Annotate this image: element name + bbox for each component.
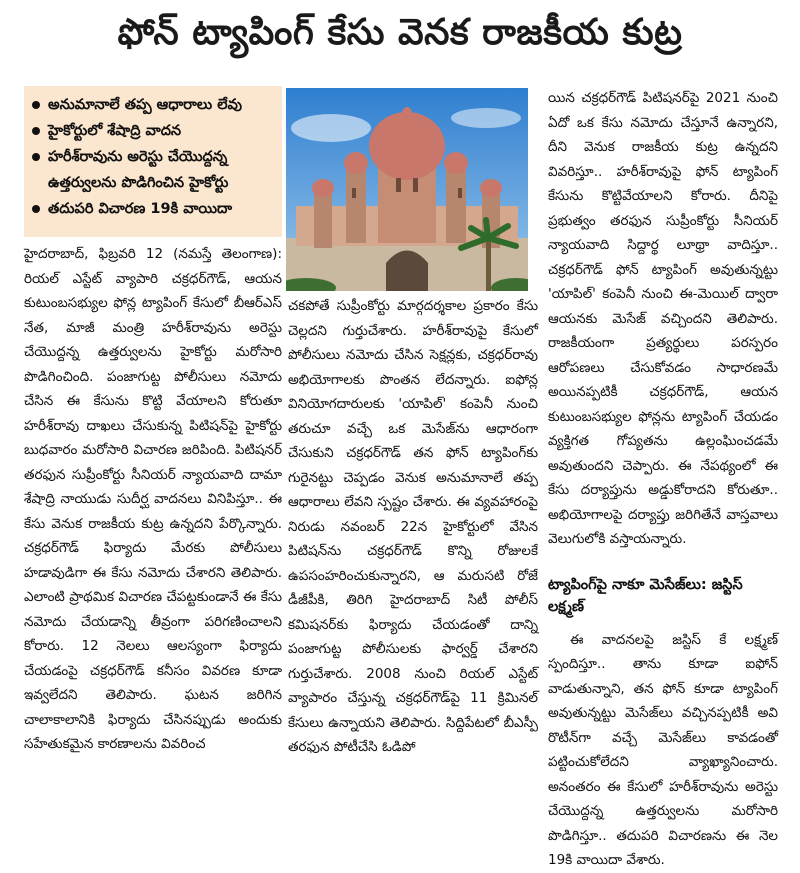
subheading: ట్యాపింగ్‌పై నాకూ మెసేజ్‌లు: జస్టిస్ లక్ష్మణ్ [548,576,743,615]
highlight-item [32,92,276,118]
highlight-text: అనుమానాలే తప్ప ఆధారాలు లేవు [48,97,242,113]
highlight-text: హైకోర్టులో శేషాద్రి వాదన [48,123,182,139]
body-text: చకపోతే సుప్రీంకోర్టు మార్గదర్శకాల ప్రకారం కేసు చెల్లదని గుర్తుచేశారు. హరీశ్‌రావుపై కేసులో పోలీసులు నమోదు చేసిన సెక్షన్లకు, చక్రధర్‌రావు అభియోగాలకు పొంతన లేదన్నారు. ఐఫోన్ల వినియోగదారులకు 'యాపిల్' కంపెనీ నుంచి తరుచూ వచ్చే ఒక మెసేజ్‌ను ఆధారంగా చేసుకుని చక్రధర్‌గౌడ్ తన ఫోన్ ట్యాపింగ్‌కు గురైనట్టు చెప్పడం వెనుక అనుమానాలే తప్ప ఆధారాలు లేవని స్పష్టం చేశారు. ఈ వ్యవహారంపై నిరుడు నవంబర్ 22న హైకోర్టులో వేసిన పిటిషన్‌ను చక్రధర్‌గౌడ్ కొన్ని రోజులకే ఉపసంహరించుకున్నారని, ఆ మరుసటి రోజే డీజీపీకి, తిరిగి హైదరాబాద్ సిటీ పోలీస్ కమిషనర్‌కు ఫిర్యాదు చేయడంతో దాన్ని పంజాగుట్ట పోలీసులకు ఫార్వర్డ్ చేశారని గుర్తుచేశారు. 2008 నుంచి రియల్ ఎస్టేట్ వ్యాపారం చేస్తున్న చక్రధర్‌గౌడ్‌పై 11 క్రిమినల్ కేసులు ఉన్నాయని తెలిపారు. సిద్దిపేటలో బీఎస్పీ తరఫున పోటీచేసి ఓడిపో [288,298,538,755]
article-column-1 [24,242,282,757]
bullet-icon [32,101,40,109]
body-text: హైదరాబాద్, ఫిబ్రవరి 12 (నమస్తే తెలంగాణ): రియల్ ఎస్టేట్ వ్యాపారి చక్రధర్‌గౌడ్, ఆయన కుటుంబసభ్యుల ఫోన్ల ట్యాపింగ్ కేసులో బీఆర్‌ఎస్ నేత, మాజీ మంత్రి హరీశ్‌రావును అరెస్టు చేయొద్దన్న ఉత్తర్వులను హైకోర్టు మరోసారి పొడిగించింది. పంజాగుట్ట పోలీసులు నమోదు చేసిన ఈ కేసును కొట్టి వేయాలని కోరుతూ హరీశ్‌రావు దాఖలు చేసుకున్న పిటిషన్‌పై హైకోర్టు బుధవారం మరోసారి విచారణ జరిపింది. పిటిషనర్ తరఫున సుప్రీంకోర్టు సీనియర్ న్యాయవాది దామా శేషాద్రి నాయుడు సుదీర్ఘ వాదనలు వినిపిస్తూ.. ఈ కేసు వెనుక రాజకీయ కుట్ర ఉన్నదని పేర్కొన్నారు. చక్రధర్‌గౌడ్ ఫిర్యాదు మేరకు పోలీసులు హడావుడిగా ఈ కేసు నమోదు చేశారని తెలిపారు. ఎలాంటి ప్రాథమిక విచారణ చేపట్టకుండానే ఈ కేసు నమోదు చేయడాన్ని తీవ్రంగా పరిగణించాలని కోరారు. 12 నెలలు ఆలస్యంగా ఫిర్యాదు చేయడంపై చక్రధర్‌గౌడ్ కనీసం వివరణ కూడా ఇవ్వలేదని తెలిపారు. ఘటన జరిగిన చాలాకాలానికి ఫిర్యాదు చేసినప్పుడు అందుకు సహేతుకమైన కారణాలను వివరించ [24,246,282,752]
bullet-icon [32,127,40,135]
bullet-icon [32,153,40,161]
high-court-illustration [286,88,528,291]
body-text: యిన చక్రధర్‌గౌడ్ పిటిషనర్‌పై 2021 నుంచి ఏదో ఒక కేసు నమోదు చేస్తూనే ఉన్నారని, దీని వెనుక రాజకీయ కుట్ర ఉన్నదని వివరిస్తూ.. హరీశ్‌రావుపై ఫోన్ ట్యాపింగ్ కేసును కొట్టివేయాలని కోరారు. దీనిపై ప్రభుత్వం తరఫున సుప్రీంకోర్టు సీనియర్ న్యాయవాది సిద్దార్థ లూథ్రా వాదిస్తూ.. చక్రధర్‌గౌడ్ ఫోన్ ట్యాపింగ్ అవుతున్నట్టు 'యాపిల్' కంపెనీ నుంచి ఈ-మెయిల్ ద్వారా ఆయనకు మెసేజ్ వచ్చిందని తెలిపారు. రాజకీయంగా ప్రత్యర్థులు పరస్పరం ఆరోపణలు చేసుకోవడం సాధారణమే అయినప్పటికీ చక్రధర్‌గౌడ్, ఆయన కుటుంబసభ్యుల ఫోన్లను ట్యాపింగ్ చేయడం వ్యక్తిగత గోప్యతను ఉల్లంఘించడమే అవుతుందని చెప్పారు. ఈ నేపథ్యంలో ఈ కేసు దర్యాప్తును అడ్డుకోరాదని కోరుతూ.. అభియోగాలపై దర్యాప్తు జరిగితేనే వాస్తవాలు వెలుగులోకి వస్తాయన్నారు. [548,90,778,547]
article-column-3 [548,86,778,873]
body-text: ఈ వాదనలపై జస్టిస్ కే లక్ష్మణ్ స్పందిస్తూ.. తాను కూడా ఐఫోన్ వాడుతున్నాని, తన ఫోన్ కూడా ట్యాపింగ్ అవుతున్నట్టు మెసేజ్‌లు వచ్చినప్పటికీ అవి రొటీన్‌గా వచ్చే మెసేజ్‌లు కావడంతో పట్టించుకోలేదని వ్యాఖ్యానించారు. అనంతరం ఈ కేసులో హరీశ్‌రావును అరెస్టు చేయొద్దన్న ఉత్తర్వులను మరోసారి పొడిగిస్తూ.. తదుపరి విచారణను ఈ నెల 19కి వాయిదా వేశారు. [548,631,778,868]
article-column-2 [288,294,538,760]
highlight-text: తదుపరి విచారణ 19కి వాయిదా [48,201,233,217]
highlight-text: హరీశ్‌రావును అరెస్టు చేయొద్దన్న ఉత్తర్వులను పొడిగించిన హైకోర్టు [48,149,229,191]
bullet-icon [32,205,40,213]
highlight-item [32,144,276,196]
highlight-item [32,118,276,144]
headline: ఫోన్ ట్యాపింగ్ కేసు వెనక రాజకీయ కుట్ర [117,12,683,53]
high-court-photo [286,88,528,291]
highlights-box [24,86,282,237]
highlight-item [32,196,276,222]
